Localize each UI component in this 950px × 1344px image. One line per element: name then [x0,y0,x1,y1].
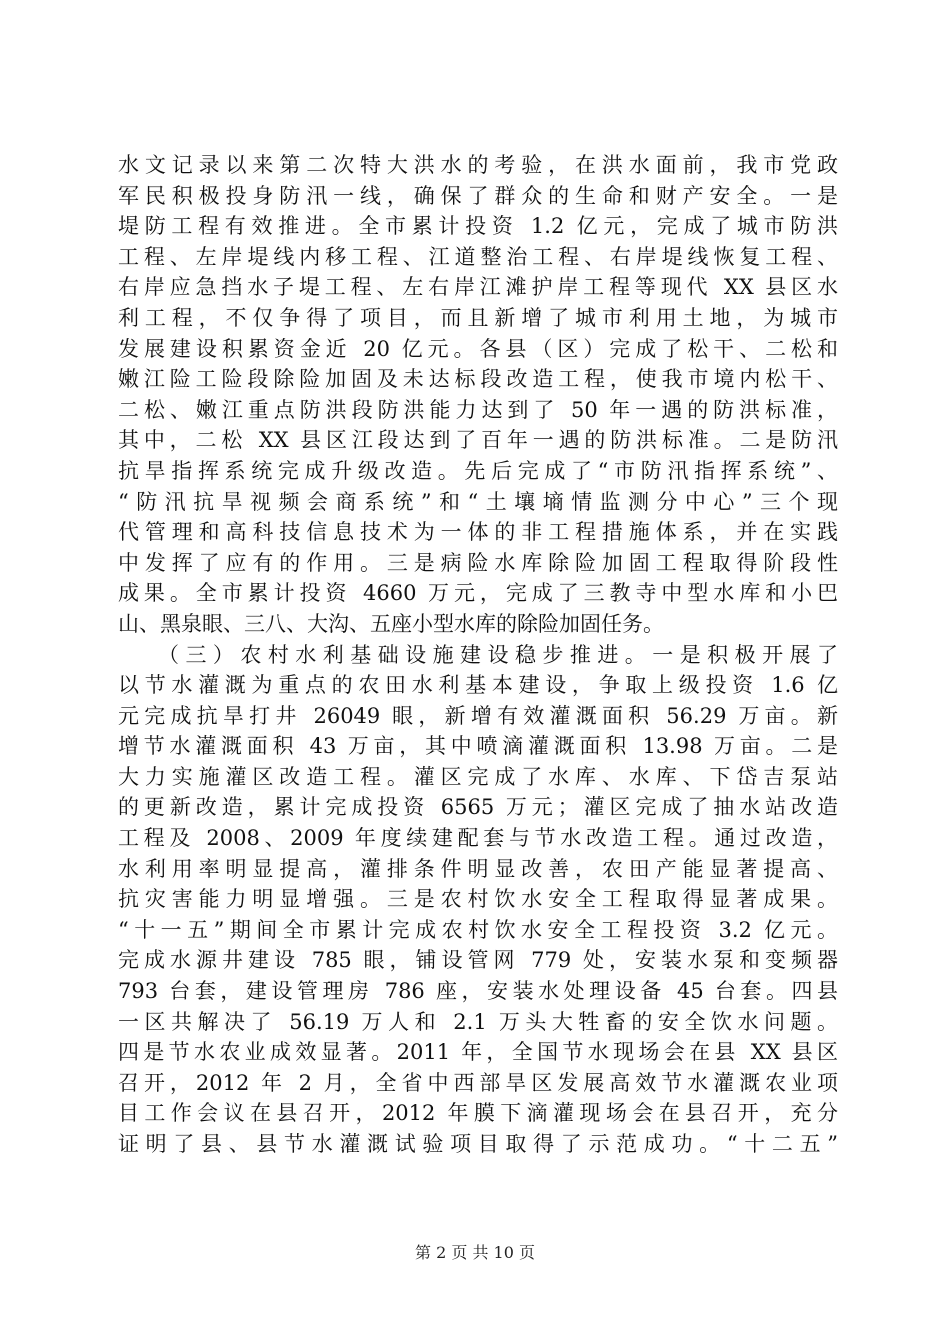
text-line: “十一五”期间全市累计完成农村饮水安全工程投资 3.2 亿元。 [118,917,838,942]
text-line: 代管理和高科技信息技术为一体的非工程措施体系，并在实践 [118,520,838,545]
text-line: 嫩江险工险段除险加固及未达标段改造工程，使我市境内松干、 [118,367,838,392]
text-line: 二松、嫩江重点防洪段防洪能力达到了 50 年一遇的防洪标准， [118,397,838,422]
text-line: 增节水灌溉面积 43 万亩，其中喷滴灌溉面积 13.98 万亩。二是 [118,734,838,759]
text-line: 发展建设积累资金近 20 亿元。各县（区）完成了松干、二松和 [118,336,838,361]
text-line: 堤防工程有效推进。全市累计投资 1.2 亿元，完成了城市防洪 [118,214,838,239]
text-line: 抗灾害能力明显增强。三是农村饮水安全工程取得显著成果。 [118,887,838,912]
text-line: 其中，二松 XX 县区江段达到了百年一遇的防洪标准。二是防汛 [118,428,838,453]
section-heading-line: （三）农村水利基础设施建设稳步推进。一是积极开展了 [158,642,838,667]
text-line: 四是节水农业成效显著。2011 年，全国节水现场会在县 XX 县区 [118,1040,838,1065]
body-text [118,150,838,1160]
text-line: “防汛抗旱视频会商系统”和“土壤墒情监测分中心”三个现 [118,489,838,514]
text-line: 中发挥了应有的作用。三是病险水库除险加固工程取得阶段性 [118,550,838,575]
text-line: 一区共解决了 56.19 万人和 2.1 万头大牲畜的安全饮水问题。 [118,1009,838,1034]
text-line: 793 台套，建设管理房 786 座，安装水处理设备 45 台套。四县 [118,979,838,1004]
text-line: 工程、左岸堤线内移工程、江道整治工程、右岸堤线恢复工程、 [118,244,838,269]
text-line: 完成水源井建设 785 眼，铺设管网 779 处，安装水泵和变频器 [118,948,838,973]
text-line: 水利用率明显提高，灌排条件明显改善，农田产能显著提高、 [118,856,838,881]
text-line: 工程及 2008、2009 年度续建配套与节水改造工程。通过改造， [118,826,838,851]
text-line: 证明了县、县节水灌溉试验项目取得了示范成功。“十二五” [118,1132,838,1156]
text-line: 水文记录以来第二次特大洪水的考验，在洪水面前，我市党政 [118,153,838,177]
page-footer: 第 2 页 共 10 页 [415,1243,535,1262]
text-line: 以节水灌溉为重点的农田水利基本建设，争取上级投资 1.6 亿 [118,673,838,698]
text-line: 右岸应急挡水子堤工程、左右岸江滩护岸工程等现代 XX 县区水 [118,275,838,300]
text-line: 成果。全市累计投资 4660 万元，完成了三教寺中型水库和小巴 [118,581,838,606]
text-line: 召开，2012 年 2 月，全省中西部旱区发展高效节水灌溉农业项 [118,1070,838,1095]
text-line: 的更新改造，累计完成投资 6565 万元；灌区完成了抽水站改造 [118,795,838,820]
text-line: 元完成抗旱打井 26049 眼，新增有效灌溉面积 56.29 万亩。新 [118,703,838,728]
text-line: 军民积极投身防汛一线，确保了群众的生命和财产安全。一是 [118,183,838,208]
text-line: 目工作会议在县召开，2012 年膜下滴灌现场会在县召开，充分 [118,1101,838,1126]
text-line: 山、黑泉眼、三八、大沟、五座小型水库的除险加固任务。 [118,611,664,636]
text-line: 利工程，不仅争得了项目，而且新增了城市利用土地，为城市 [118,305,838,330]
text-line: 抗旱指挥系统完成升级改造。先后完成了“市防汛指挥系统”、 [118,458,838,483]
text-line: 大力实施灌区改造工程。灌区完成了水库、水库、下岱吉泵站 [118,764,838,789]
